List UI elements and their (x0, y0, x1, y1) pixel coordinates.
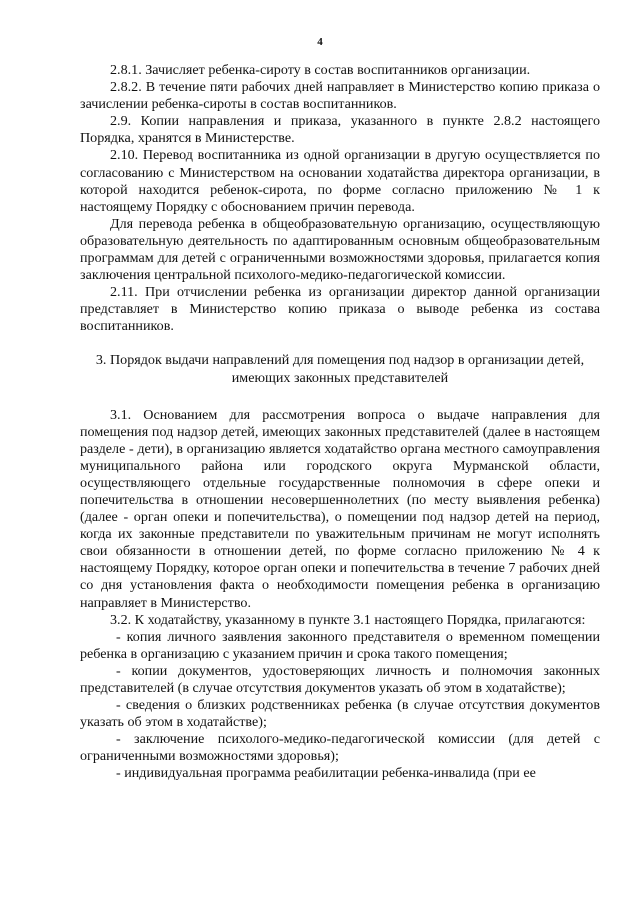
paragraph-2-11: 2.11. При отчислении ребенка из организации директор данной организации представляет в Министерство копию приказа о выводе ребенка из состава воспитанников. (80, 284, 600, 335)
paragraph-2-10: 2.10. Перевод воспитанника из одной организации в другую осуществляется по согласованию с Министерством на основании ходатайства директора организации, в которой находится ребенок-сирота, по форме согласно приложению № 1 к настоящему Порядку с обоснованием причин перевода. (80, 147, 600, 215)
paragraph-2-8-2: 2.8.2. В течение пяти рабочих дней направляет в Министерство копию приказа о зачислении ребенка-сироты в состав воспитанников. (80, 79, 600, 113)
paragraph-3-1: 3.1. Основанием для рассмотрения вопроса о выдаче направления для помещения под надзор детей, имеющих законных представителей (далее в настоящем разделе - дети), в организацию является ходатайство органа местного самоуправления муниципального района или городского округа Мурманской области, осуществляющего отдельные государственные полномочия в сфере опеки и попечительства в отношении несовершеннолетних (по месту выявления ребенка) (далее - орган опеки и попечительства), о помещении под надзор детей на период, когда их законные представители по уважительным причинам не могут исполнять свои обязанности в отношении детей, по форме согласно приложению № 4 к настоящему Порядку, которое орган опеки и попечительства в течение 7 рабочих дней со дня установления факта о необходимости помещения ребенка в организацию направляет в Министерство. (80, 406, 600, 611)
page-number: 4 (317, 36, 323, 48)
list-item: - копия личного заявления законного представителя о временном помещении ребенка в организацию с указанием причин и срока такого помещения; (80, 628, 600, 662)
list-item: - копии документов, удостоверяющих личность и полномочия законных представителей (в случае отсутствия документов указать об этом в ходатайстве); (80, 662, 600, 696)
list-item: - заключение психолого-медико-педагогической комиссии (для детей с ограниченными возможностями здоровья); (80, 731, 600, 765)
list-item: - индивидуальная программа реабилитации ребенка-инвалида (при ее (116, 765, 536, 782)
paragraph-2-8-1: 2.8.1. Зачисляет ребенка-сироту в состав воспитанников организации. (110, 62, 531, 78)
list-item: - сведения о близких родственниках ребенка (в случае отсутствия документов указать об этом в ходатайстве); (80, 697, 600, 731)
document-body (80, 62, 600, 783)
section-heading: 3. Порядок выдачи направлений для помещения под надзор в организации детей, имеющих законных представителей (95, 351, 585, 386)
paragraph-3-2: 3.2. К ходатайству, указанному в пункте 3.1 настоящего Порядка, прилагаются: (110, 611, 586, 628)
paragraph-2-9: 2.9. Копии направления и приказа, указанного в пункте 2.8.2 настоящего Порядка, хранятся в Министерстве. (80, 113, 600, 147)
paragraph-2-10-continued: Для перевода ребенка в общеобразовательную организацию, осуществляющую образовательную деятельность по адаптированным основным общеобразовательным программам для детей с ограниченными возможностями здоровья, прилагается копия заключения центральной психолого-медико-педагогической комиссии. (80, 215, 600, 284)
